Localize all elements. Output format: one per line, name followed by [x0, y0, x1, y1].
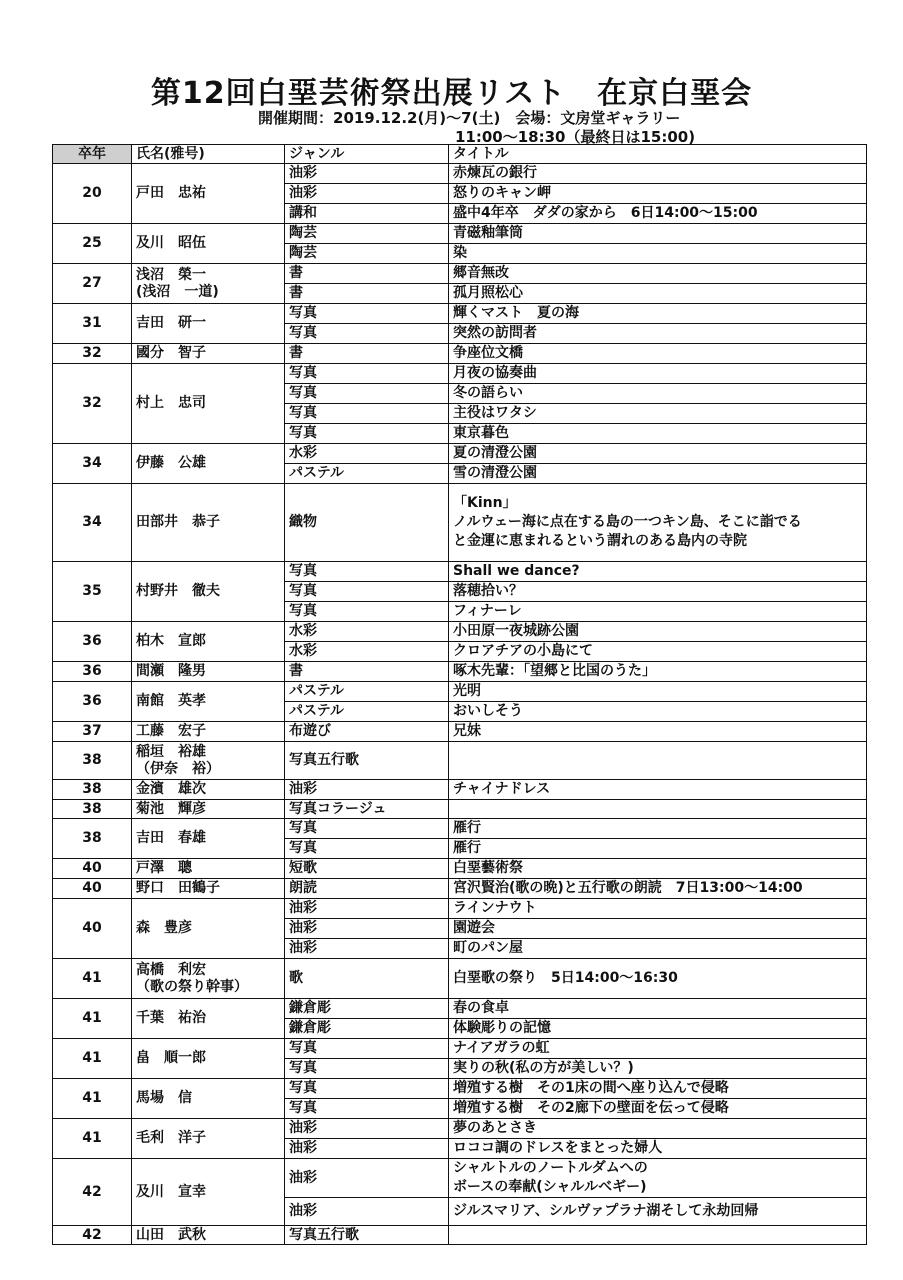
table-row — [53, 1226, 867, 1245]
artwork-title-cell: 落穂拾い？ — [449, 582, 867, 602]
graduation-year-cell: 34 — [53, 444, 132, 484]
genre-cell: パステル — [285, 682, 449, 702]
artwork-title-cell: ナイアガラの虹 — [449, 1039, 867, 1059]
graduation-year-cell: 36 — [53, 682, 132, 722]
genre-cell: 写真 — [285, 1039, 449, 1059]
genre-cell: 朗読 — [285, 879, 449, 899]
table-row — [53, 959, 867, 999]
table-row — [53, 742, 867, 780]
table-row — [53, 562, 867, 582]
exhibitor-name-cell: 間瀬 隆男 — [132, 662, 285, 682]
genre-cell: 油彩 — [285, 164, 449, 184]
graduation-year-cell: 41 — [53, 1039, 132, 1079]
graduation-year-cell: 38 — [53, 800, 132, 819]
exhibitor-name-cell: 及川 昭伍 — [132, 224, 285, 264]
graduation-year-cell: 32 — [53, 364, 132, 444]
table-row — [53, 224, 867, 244]
genre-cell: 水彩 — [285, 642, 449, 662]
exhibitor-name-cell: 野口 田鶴子 — [132, 879, 285, 899]
graduation-year-cell: 41 — [53, 1119, 132, 1159]
artwork-title-cell: 町のパン屋 — [449, 939, 867, 959]
genre-cell: 写真 — [285, 384, 449, 404]
exhibitor-name-cell: 村上 忠司 — [132, 364, 285, 444]
graduation-year-cell: 38 — [53, 819, 132, 859]
genre-cell: 布遊び — [285, 722, 449, 742]
header-year: 卒年 — [53, 145, 132, 164]
artwork-title-cell: チャイナドレス — [449, 780, 867, 800]
artwork-title-cell: 夢のあとさき — [449, 1119, 867, 1139]
genre-cell: 写真 — [285, 1059, 449, 1079]
exhibitor-name-cell: 吉田 研一 — [132, 304, 285, 344]
graduation-year-cell: 42 — [53, 1159, 132, 1226]
graduation-year-cell: 41 — [53, 999, 132, 1039]
exhibitor-name-cell: 伊藤 公雄 — [132, 444, 285, 484]
graduation-year-cell: 31 — [53, 304, 132, 344]
artwork-title-cell: 雁行 — [449, 839, 867, 859]
artwork-title-cell: 郷音無改 — [449, 264, 867, 284]
exhibitor-name-cell: 金濱 雄次 — [132, 780, 285, 800]
artwork-title-cell: 赤煉瓦の銀行 — [449, 164, 867, 184]
graduation-year-cell: 20 — [53, 164, 132, 224]
header-genre: ジャンル — [285, 145, 449, 164]
graduation-year-cell: 42 — [53, 1226, 132, 1245]
artwork-title-cell: 小田原一夜城跡公園 — [449, 622, 867, 642]
genre-cell: 油彩 — [285, 1198, 449, 1226]
artwork-title-cell: 実りの秋(私の方が美しい？) — [449, 1059, 867, 1079]
exhibitor-name-cell: 高橋 利宏 （歌の祭り幹事） — [132, 959, 285, 999]
exhibitor-name-cell: 稲垣 裕雄 （伊奈 裕） — [132, 742, 285, 780]
genre-cell: 鎌倉彫 — [285, 999, 449, 1019]
artwork-title-cell: 染 — [449, 244, 867, 264]
exhibitor-name-cell: 菊池 輝彦 — [132, 800, 285, 819]
table-row — [53, 780, 867, 800]
genre-cell: 書 — [285, 662, 449, 682]
table-row — [53, 622, 867, 642]
genre-cell: 書 — [285, 284, 449, 304]
table-row — [53, 344, 867, 364]
header-title: タイトル — [449, 145, 867, 164]
table-row — [53, 662, 867, 682]
exhibitor-name-cell: 浅沼 榮一 (浅沼 一道) — [132, 264, 285, 304]
table-row — [53, 1119, 867, 1139]
exhibitor-name-cell: 南館 英孝 — [132, 682, 285, 722]
genre-cell: 油彩 — [285, 919, 449, 939]
table-row — [53, 444, 867, 464]
graduation-year-cell: 27 — [53, 264, 132, 304]
artwork-title-cell: 雁行 — [449, 819, 867, 839]
artwork-title-cell: 増殖する樹 その2廊下の壁面を伝って侵略 — [449, 1099, 867, 1119]
genre-cell: 油彩 — [285, 780, 449, 800]
graduation-year-cell: 36 — [53, 622, 132, 662]
table-row — [53, 859, 867, 879]
exhibitor-name-cell: 國分 智子 — [132, 344, 285, 364]
genre-cell: 写真 — [285, 839, 449, 859]
artwork-title-cell: 宮沢賢治(歌の晩)と五行歌の朗読 7日13:00～14:00 — [449, 879, 867, 899]
table-row — [53, 304, 867, 324]
artwork-title-cell: 冬の語らい — [449, 384, 867, 404]
genre-cell: 写真 — [285, 602, 449, 622]
table-row — [53, 682, 867, 702]
exhibit-table — [52, 144, 867, 1245]
exhibitor-name-cell: 畠 順一郎 — [132, 1039, 285, 1079]
genre-cell: 油彩 — [285, 1159, 449, 1198]
table-row — [53, 264, 867, 284]
exhibitor-name-cell: 工藤 宏子 — [132, 722, 285, 742]
genre-cell: 油彩 — [285, 899, 449, 919]
genre-cell: 織物 — [285, 484, 449, 562]
table-row — [53, 364, 867, 384]
artwork-title-cell: 争座位文橋 — [449, 344, 867, 364]
artwork-title-cell: ジルスマリア、シルヴァプラナ湖そして永劫回帰 — [449, 1198, 867, 1226]
graduation-year-cell: 36 — [53, 662, 132, 682]
artwork-title-cell: 兄妹 — [449, 722, 867, 742]
artwork-title-cell: 怒りのキャン岬 — [449, 184, 867, 204]
table-row — [53, 999, 867, 1019]
table-row — [53, 484, 867, 562]
genre-cell: 歌 — [285, 959, 449, 999]
exhibition-hours: 11:00～18:30（最終日は15:00) — [455, 128, 696, 146]
graduation-year-cell: 41 — [53, 959, 132, 999]
exhibitor-name-cell: 田部井 恭子 — [132, 484, 285, 562]
genre-cell: 陶芸 — [285, 224, 449, 244]
artwork-title-cell: 月夜の協奏曲 — [449, 364, 867, 384]
artwork-title-cell: クロアチアの小島にて — [449, 642, 867, 662]
genre-cell: 講和 — [285, 204, 449, 224]
genre-cell: パステル — [285, 464, 449, 484]
artwork-title-cell: 青磁釉筆筒 — [449, 224, 867, 244]
table-row — [53, 879, 867, 899]
graduation-year-cell: 34 — [53, 484, 132, 562]
graduation-year-cell: 38 — [53, 780, 132, 800]
artwork-title-cell — [449, 800, 867, 819]
artwork-title-cell: 増殖する樹 その1床の間へ座り込んで侵略 — [449, 1079, 867, 1099]
artwork-title-cell: 突然の訪問者 — [449, 324, 867, 344]
artwork-title-cell: ロココ調のドレスをまとった婦人 — [449, 1139, 867, 1159]
exhibitor-name-cell: 戸澤 聰 — [132, 859, 285, 879]
artwork-title-cell: 啄木先輩：「望郷と比国のうた」 — [449, 662, 867, 682]
genre-cell: 油彩 — [285, 1139, 449, 1159]
genre-cell: 水彩 — [285, 622, 449, 642]
artwork-title-cell: 夏の清澄公園 — [449, 444, 867, 464]
exhibitor-name-cell: 千葉 祐治 — [132, 999, 285, 1039]
genre-cell: 書 — [285, 344, 449, 364]
genre-cell: 写真 — [285, 364, 449, 384]
artwork-title-cell: 園遊会 — [449, 919, 867, 939]
genre-cell: 写真 — [285, 1099, 449, 1119]
exhibitor-name-cell: 山田 武秋 — [132, 1226, 285, 1245]
artwork-title-cell: 白堊藝術祭 — [449, 859, 867, 879]
genre-cell: 写真 — [285, 819, 449, 839]
artwork-title-cell: 雪の清澄公園 — [449, 464, 867, 484]
graduation-year-cell: 38 — [53, 742, 132, 780]
artwork-title-cell: 光明 — [449, 682, 867, 702]
graduation-year-cell: 35 — [53, 562, 132, 622]
exhibitor-name-cell: 柏木 宣郎 — [132, 622, 285, 662]
artwork-title-cell: 盛中4年卒 ダダの家から 6日14:00～15:00 — [449, 204, 867, 224]
genre-cell: パステル — [285, 702, 449, 722]
artwork-title-cell: 孤月照松心 — [449, 284, 867, 304]
artwork-title-cell: 輝くマスト 夏の海 — [449, 304, 867, 324]
genre-cell: 水彩 — [285, 444, 449, 464]
genre-cell: 写真 — [285, 1079, 449, 1099]
exhibitor-name-cell: 村野井 徹夫 — [132, 562, 285, 622]
genre-cell: 写真 — [285, 562, 449, 582]
artwork-title-cell: 白堊歌の祭り 5日14:00～16:30 — [449, 959, 867, 999]
graduation-year-cell: 40 — [53, 859, 132, 879]
genre-cell: 写真 — [285, 424, 449, 444]
graduation-year-cell: 37 — [53, 722, 132, 742]
exhibitor-name-cell: 吉田 春雄 — [132, 819, 285, 859]
genre-cell: 油彩 — [285, 184, 449, 204]
artwork-title-cell: 「Kinn」 ノルウェー海に点在する島の一つキン島、そこに詣でる と金運に恵まれるという謂れのある島内の寺院 — [449, 484, 867, 562]
exhibitor-name-cell: 馬場 信 — [132, 1079, 285, 1119]
artwork-title-cell: Shall we dance? — [449, 562, 867, 582]
table-row — [53, 1079, 867, 1099]
exhibitor-name-cell: 及川 宣幸 — [132, 1159, 285, 1226]
genre-cell: 写真五行歌 — [285, 742, 449, 780]
page-title: 第12回白堊芸術祭出展リスト 在京白堊会 — [150, 76, 753, 111]
exhibition-period: 開催期間：2019.12.2(月)～7(土) 会場：文房堂ギャラリー — [258, 109, 681, 127]
genre-cell: 写真五行歌 — [285, 1226, 449, 1245]
table-row — [53, 899, 867, 919]
header-name: 氏名(雅号) — [132, 145, 285, 164]
graduation-year-cell: 40 — [53, 879, 132, 899]
genre-cell: 写真 — [285, 304, 449, 324]
genre-cell: 油彩 — [285, 1119, 449, 1139]
genre-cell: 写真 — [285, 582, 449, 602]
genre-cell: 写真 — [285, 324, 449, 344]
graduation-year-cell: 32 — [53, 344, 132, 364]
artwork-title-cell: 体験彫りの記憶 — [449, 1019, 867, 1039]
table-row — [53, 164, 867, 184]
artwork-title-cell: 春の食卓 — [449, 999, 867, 1019]
exhibitor-name-cell: 戸田 忠祐 — [132, 164, 285, 224]
genre-cell: 書 — [285, 264, 449, 284]
artwork-title-cell — [449, 742, 867, 780]
graduation-year-cell: 25 — [53, 224, 132, 264]
genre-cell: 鎌倉彫 — [285, 1019, 449, 1039]
table-row — [53, 1039, 867, 1059]
genre-cell: 短歌 — [285, 859, 449, 879]
table-row — [53, 722, 867, 742]
artwork-title-cell: 東京暮色 — [449, 424, 867, 444]
genre-cell: 写真 — [285, 404, 449, 424]
artwork-title-cell: 主役はワタシ — [449, 404, 867, 424]
genre-cell: 陶芸 — [285, 244, 449, 264]
artwork-title-cell: ラインナウト — [449, 899, 867, 919]
genre-cell: 写真コラージュ — [285, 800, 449, 819]
table-row — [53, 1159, 867, 1198]
exhibitor-name-cell: 森 豊彦 — [132, 899, 285, 959]
artwork-title-cell: シャルトルのノートルダムへの ボースの奉献(シャルルベギー) — [449, 1159, 867, 1198]
graduation-year-cell: 40 — [53, 899, 132, 959]
graduation-year-cell: 41 — [53, 1079, 132, 1119]
artwork-title-cell: フィナーレ — [449, 602, 867, 622]
artwork-title-cell: おいしそう — [449, 702, 867, 722]
table-row — [53, 800, 867, 819]
table-row — [53, 819, 867, 839]
artwork-title-cell — [449, 1226, 867, 1245]
exhibitor-name-cell: 毛利 洋子 — [132, 1119, 285, 1159]
genre-cell: 油彩 — [285, 939, 449, 959]
table-header-row — [53, 145, 867, 164]
